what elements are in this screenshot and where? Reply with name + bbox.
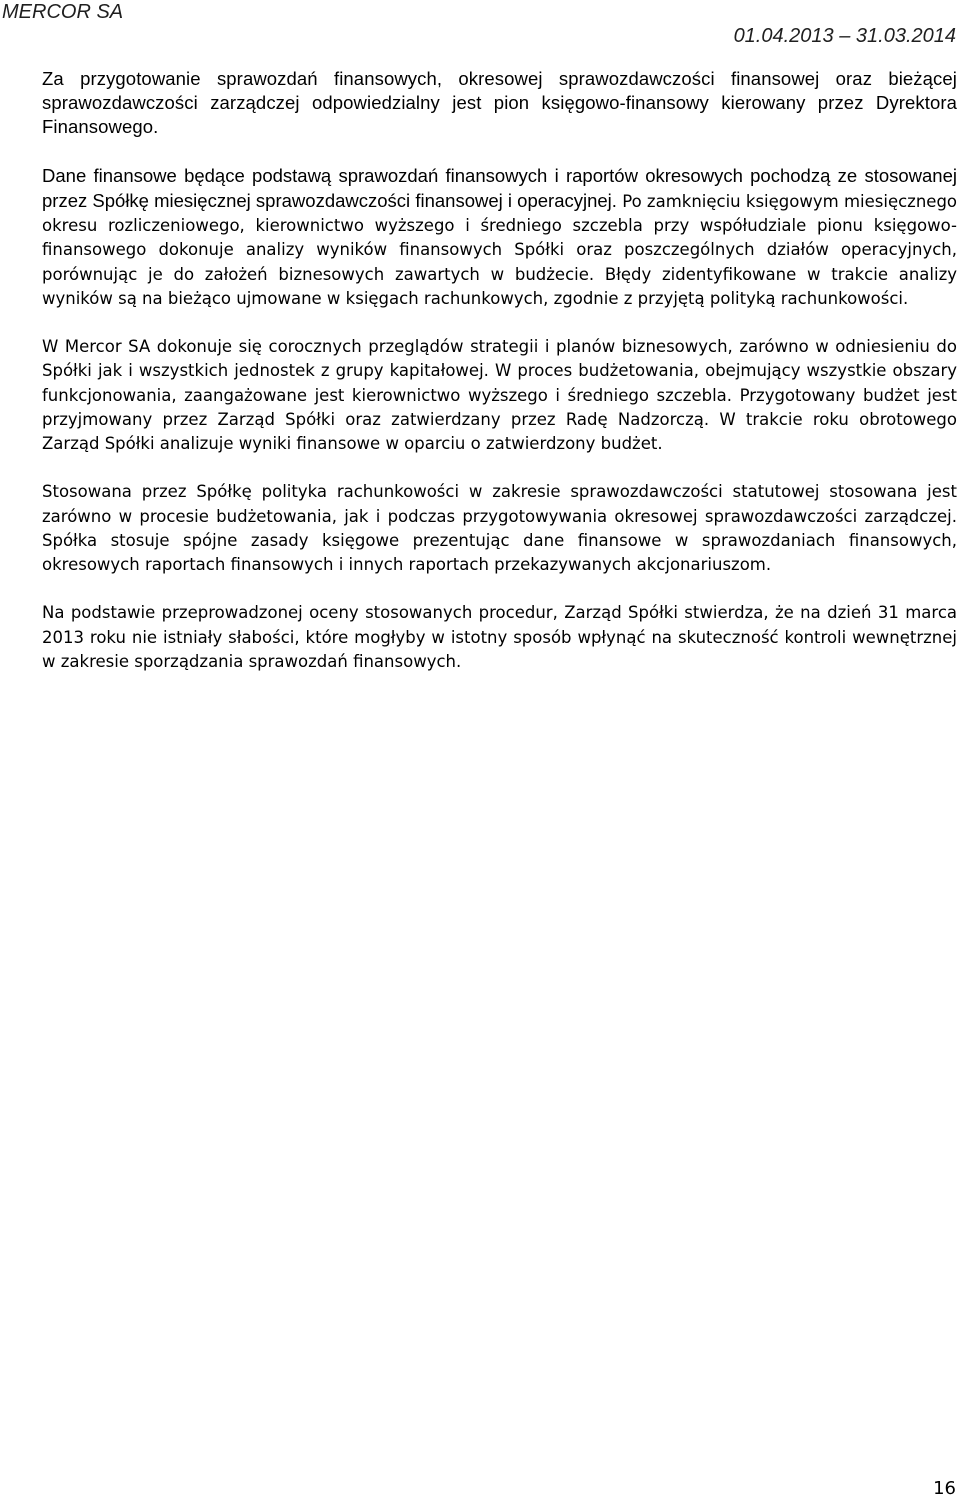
paragraph-financial-data (42, 164, 957, 311)
paragraph-strategy-budget: W Mercor SA dokonuje się corocznych przeglądów strategii i planów biznesowych, zarówno w odniesieniu do Spółki jak i wszystkich jednostek z grupy kapitałowej. W proces budżetowania, obejmujący wszystkie obszary funkcjonowania, zaangażowane jest kierownictwo wyższego i średniego szczebla. Przygotowany budżet jest przyjmowany przez Zarząd Spółki oraz zatwierdzany przez Radę Nadzorczą. W trakcie roku obrotowego Zarząd Spółki analizuje wyniki finansowe w oparciu o zatwierdzony budżet. (42, 337, 957, 454)
reporting-period: 01.04.2013 – 31.03.2014 (733, 25, 956, 47)
company-name: MERCOR SA (2, 1, 124, 23)
page-number: 16 (933, 1478, 956, 1499)
paragraph-financial-data-intro: Dane finansowe będące podstawą sprawozdań finansowych i raportów okresowych pochodzą ze stosowanej przez Spółkę miesięcznej sprawozdawczości finansowej i operacyjnej. (42, 164, 957, 211)
document-body (42, 67, 957, 698)
paragraph-financial-data-analysis: Po zamknięciu księgowym miesięcznego okresu rozliczeniowego, kierownictwo wyższego i średniego szczebla przy współudziale pionu księgowo-finansowego dokonuje analizy wyników finansowych Spółki oraz poszczególnych działów operacyjnych, porównując je do założeń biznesowych zawartych w budżecie. Błędy zidentyfikowane w trakcie analizy wyników są na bieżąco ujmowane w księgach rachunkowych, zgodnie z przyjętą polityką rachunkowości. (42, 192, 958, 308)
page-header (0, 0, 960, 48)
paragraph-assessment: Na podstawie przeprowadzonej oceny stosowanych procedur, Zarząd Spółki stwierdza, że na dzień 31 marca 2013 roku nie istniały słabości, które mogłyby w istotny sposób wpłynąć na skuteczność kontroli wewnętrznej w zakresie sporządzania sprawozdań finansowych. (42, 603, 957, 671)
paragraph-accounting-policy: Stosowana przez Spółkę polityka rachunkowości w zakresie sprawozdawczości statutowej stosowana jest zarówno w procesie budżetowania, jak i podczas przygotowywania okresowej sprawozdawczości zarządczej. Spółka stosuje spójne zasady księgowe prezentując dane finansowe w sprawozdaniach finansowych, okresowych raportach finansowych i innych raportach przekazywanych akcjonariuszom. (42, 482, 957, 575)
paragraph-responsibility: Za przygotowanie sprawozdań finansowych, okresowej sprawozdawczości finansowej oraz bieżącej sprawozdawczości zarządczej odpowiedzialny jest pion księgowo-finansowy kierowany przez Dyrektora Finansowego. (42, 68, 957, 138)
